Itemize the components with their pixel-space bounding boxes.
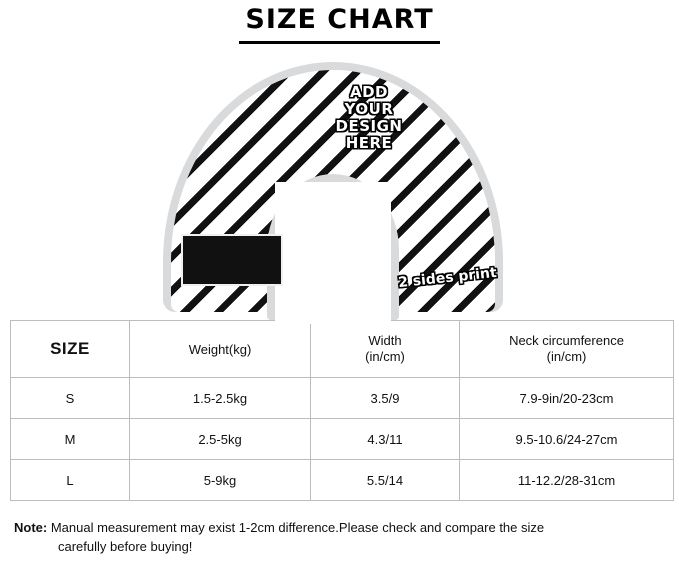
- cell-neck: 7.9-9in/20-23cm: [460, 378, 674, 419]
- design-text-line-1: ADD: [349, 83, 388, 101]
- cell-neck: 9.5-10.6/24-27cm: [460, 419, 674, 460]
- cell-width: 5.5/14: [311, 460, 460, 501]
- cell-neck: 11-12.2/28-31cm: [460, 460, 674, 501]
- collar-shape: [163, 62, 503, 312]
- header-width-line1: Width: [368, 333, 402, 348]
- cell-size: L: [11, 460, 130, 501]
- page-title-container: [0, 0, 679, 44]
- header-neck-circumference: [460, 321, 674, 378]
- neck-hole-fill: [275, 182, 391, 324]
- header-neck-line2: (in/cm): [546, 349, 587, 364]
- design-text-line-2: YOUR: [344, 100, 394, 118]
- pet-collar-illustration: [163, 62, 503, 312]
- header-width-line2: (in/cm): [365, 349, 405, 364]
- cell-weight: 5-9kg: [130, 460, 311, 501]
- header-width: [311, 321, 460, 378]
- cell-weight: 2.5-5kg: [130, 419, 311, 460]
- note-line-1: Manual measurement may exist 1-2cm difference.Please check and compare the size: [50, 520, 545, 535]
- product-image: [0, 52, 679, 317]
- note-section: [14, 518, 669, 556]
- table-row: [11, 419, 674, 460]
- two-sides-print-badge: 2 sides print: [397, 264, 498, 292]
- cell-width: 3.5/9: [311, 378, 460, 419]
- design-text-line-4: HERE: [345, 134, 393, 152]
- table-row: [11, 460, 674, 501]
- color-swatch-patch: [181, 234, 283, 286]
- cell-size: M: [11, 419, 130, 460]
- size-table-container: [10, 320, 669, 501]
- design-text-line-3: DESIGN: [335, 117, 403, 135]
- table-header-row: [11, 321, 674, 378]
- header-neck-line1: Neck circumference: [509, 333, 624, 348]
- note-label: Note:: [14, 520, 48, 535]
- design-placeholder-text: [309, 84, 429, 152]
- cell-width: 4.3/11: [311, 419, 460, 460]
- page-title: SIZE CHART: [239, 0, 439, 44]
- cell-size: S: [11, 378, 130, 419]
- size-table: [10, 320, 674, 501]
- cell-weight: 1.5-2.5kg: [130, 378, 311, 419]
- header-size: SIZE: [11, 321, 130, 378]
- table-row: [11, 378, 674, 419]
- header-weight: Weight(kg): [130, 321, 311, 378]
- note-line-2: carefully before buying!: [58, 539, 193, 554]
